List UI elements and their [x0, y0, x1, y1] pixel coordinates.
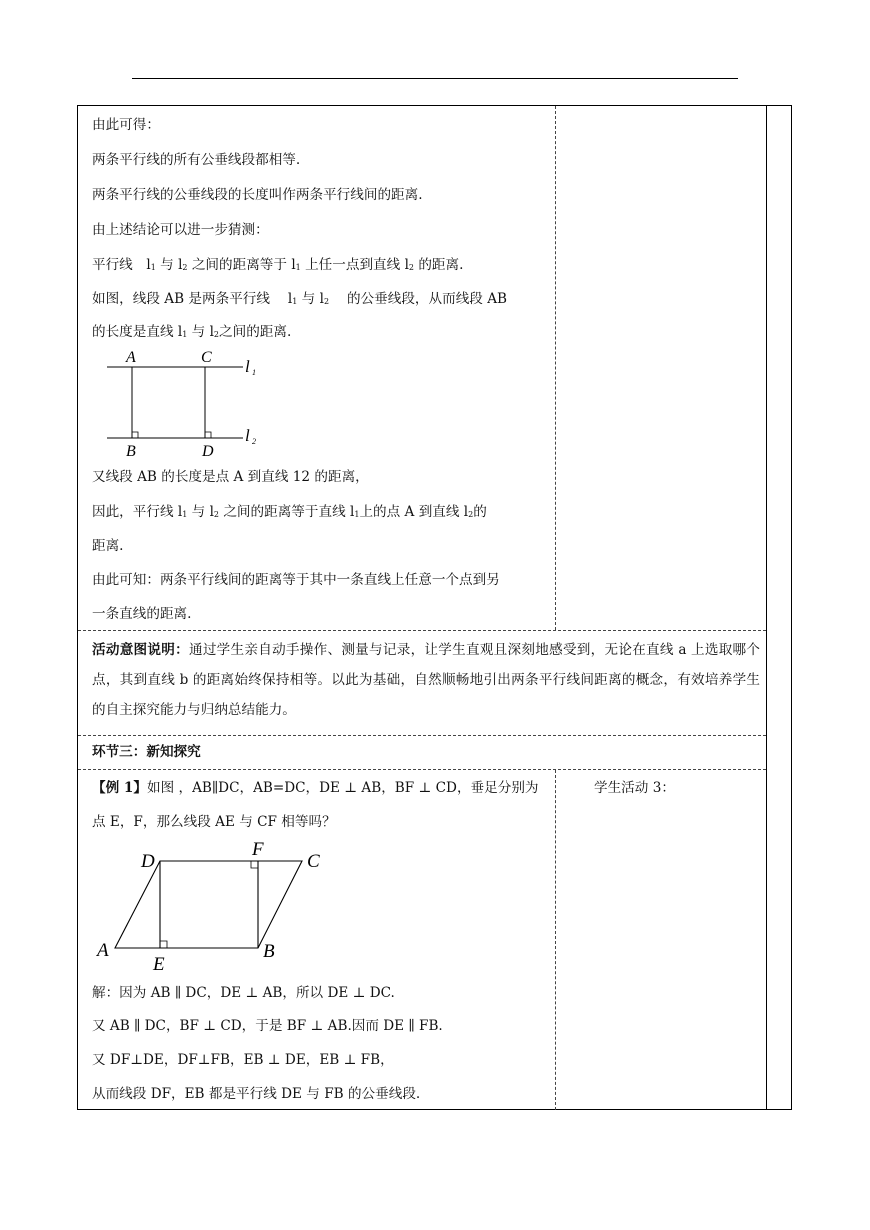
right-angle-mark-f [251, 861, 258, 868]
text-line: 距离. [92, 538, 124, 554]
solution-line: 又 AB ∥ DC，BF ⊥ CD，于是 BF ⊥ AB.因而 DE ∥ FB. [92, 1018, 443, 1034]
text-run: 如图，线段 AB 是两条平行线 l [92, 291, 293, 307]
subscript: 2 [408, 263, 415, 272]
label-a: A [126, 349, 136, 366]
text-run: 与 l [297, 291, 324, 307]
solution-line: 又 DF⊥DE，DF⊥FB，EB ⊥ DE，EB ⊥ FB， [92, 1052, 394, 1068]
right-margin-column [766, 106, 767, 1110]
parallelogram-adbc [115, 861, 302, 948]
parallelogram-figure [92, 838, 342, 978]
text-run: 与 l [155, 257, 183, 273]
text-run: 因此，平行线 l [92, 504, 183, 520]
text-line: 由上述结论可以进一步猜测： [92, 222, 269, 238]
label-a: A [97, 940, 109, 961]
label-c: C [201, 349, 212, 366]
text-line: 又线段 AB 的长度是点 A 到直线 12 的距离， [92, 469, 369, 485]
text-run: 的 [473, 504, 487, 520]
row-divider-2 [78, 735, 766, 736]
label-l2-sub: 2 [252, 437, 256, 446]
text-run: 的距离. [414, 257, 464, 273]
text-run: 上的点 A 到直线 l [359, 504, 469, 520]
solution-line: 解：因为 AB ∥ DC，DE ⊥ AB，所以 DE ⊥ DC. [92, 985, 395, 1001]
right-angle-mark-e [160, 941, 167, 948]
text-run: 与 l [187, 324, 214, 340]
subscript: 2 [213, 330, 220, 339]
text-run: 平行线 l [92, 257, 151, 273]
example-question: 如图 ，AB∥DC，AB=DC，DE ⊥ AB，BF ⊥ CD，垂足分别为 [146, 780, 539, 796]
text-run: 之间的距离. [219, 324, 292, 340]
activity-intent [92, 635, 760, 725]
text-run: 与 l [187, 504, 214, 520]
solution-line: 从而线段 DF，EB 都是平行线 DE 与 FB 的公垂线段. [92, 1086, 421, 1102]
text-line: 两条平行线的公垂线段的长度叫作两条平行线间的距离. [92, 187, 423, 203]
label-l1: l [245, 357, 250, 376]
subscript: 2 [468, 510, 474, 519]
label-b: B [126, 443, 136, 460]
subscript: 2 [182, 263, 188, 272]
column-divider-top [555, 106, 556, 630]
subscript: 1 [182, 330, 188, 339]
text-line: 两条平行线的所有公垂线段都相等. [92, 152, 301, 168]
subscript: 1 [295, 263, 301, 272]
row-divider-3 [78, 769, 766, 770]
subscript: 1 [354, 510, 360, 519]
text-line: 由此可知：两条平行线间的距离等于其中一条直线上任意一个点到另 [92, 572, 500, 588]
subscript: 2 [323, 297, 330, 306]
right-angle-mark-d [205, 432, 211, 438]
text-run: 的长度是直线 l [92, 324, 183, 340]
text-line-sub [92, 502, 487, 522]
example-line [92, 778, 539, 798]
subscript: 1 [292, 297, 298, 306]
example-line: 点 E，F，那么线段 AE 与 CF 相等吗？ [92, 814, 336, 830]
subscript: 1 [182, 510, 188, 519]
text-run: 之间的距离等于 l [187, 257, 296, 273]
student-activity-label: 学生活动 3： [594, 780, 675, 796]
subscript: 1 [150, 263, 156, 272]
text-run: 上任一点到直线 l [300, 257, 409, 273]
text-run: 之间的距离等于直线 l [219, 504, 355, 520]
header-rule [132, 78, 738, 79]
text-line: 由此可得： [92, 117, 160, 133]
label-f: F [252, 839, 264, 860]
label-b: B [263, 941, 275, 962]
intent-text: 通过学生亲自动手操作、测量与记录，让学生直观且深刻地感受到，无论在直线 a 上选取哪个点，其到直线 b 的距离始终保持相等。以此为基础，自然顺畅地引出两条平行线间距离的概念，有效培养学生的自主探究能力与归纳总结能力。 [92, 642, 761, 718]
text-line: 一条直线的距离. [92, 606, 192, 622]
column-divider-bottom [555, 770, 556, 1110]
text-line-sub [92, 255, 463, 275]
label-d: D [141, 851, 155, 872]
label-d: D [202, 443, 214, 460]
right-angle-mark-b [132, 432, 138, 438]
parallel-lines-figure [95, 342, 275, 464]
label-l1-sub: 1 [252, 368, 256, 377]
subscript: 2 [213, 510, 220, 519]
row-divider-1 [78, 630, 766, 631]
example-tag: 【例 1】 [92, 780, 147, 796]
text-line-sub [92, 322, 291, 342]
label-l2: l [245, 426, 250, 445]
stage-title: 环节三：新知探究 [92, 744, 201, 760]
text-line-sub [92, 289, 507, 309]
text-run: 的公垂线段，从而线段 AB [329, 291, 508, 307]
label-c: C [307, 851, 320, 872]
intent-label: 活动意图说明： [92, 642, 189, 658]
label-e: E [153, 954, 165, 975]
